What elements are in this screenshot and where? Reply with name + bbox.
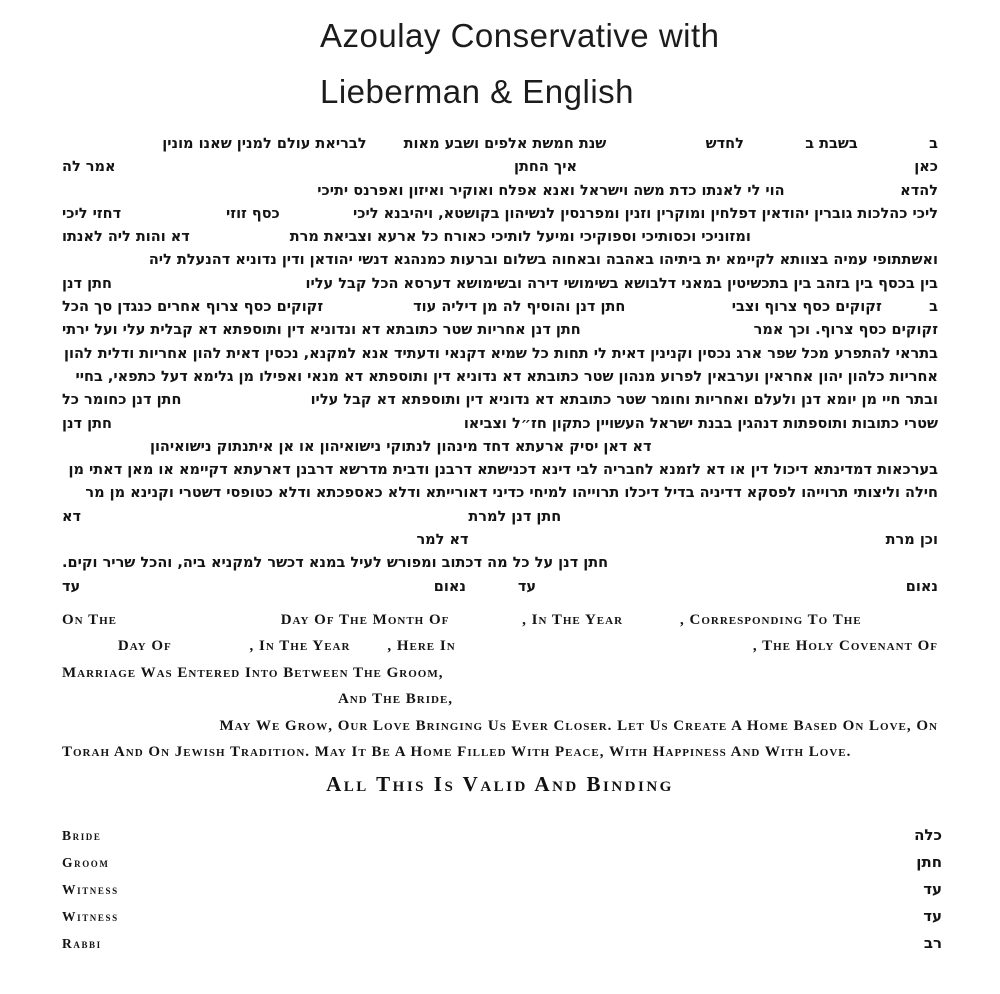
- blank-field: [623, 623, 680, 624]
- text-run: Day Of The Month Of: [280, 612, 450, 628]
- text-run: חתן דנן והוסיף לה מן דיליה עוד: [413, 299, 626, 316]
- text-run: בשבת ב: [805, 136, 858, 152]
- text-run: ב: [929, 136, 938, 152]
- blank-field: [608, 566, 938, 567]
- signature-row-rabbi: [62, 930, 942, 957]
- text-run: אחריות כלהון יהון אחראין וערבאין לפרוע מנהון שטר כתובתא דא נדוניא דין ותוספתא דא מנאי ואפילו מן גלימא דעל כתפאי, בחיי: [75, 368, 938, 385]
- blank-field: [785, 194, 901, 195]
- hebrew-line: [62, 273, 938, 296]
- blank-field: [172, 649, 250, 650]
- hebrew-line: [62, 576, 938, 599]
- english-text-block: [62, 607, 938, 765]
- text-run: ואשתתופי עמיה בצוותא לקיימא ית ביתיהו באהבה ובאחוה בשלום וברעות כמנהגא דנשי יהודאן ודין נדוניא דהנעלת ליה: [148, 252, 938, 269]
- text-run: עד: [517, 578, 537, 595]
- text-run: , In The Year: [249, 638, 351, 655]
- blank-field: [456, 649, 753, 650]
- blank-field: [62, 147, 162, 148]
- text-run: , Here In: [387, 638, 456, 655]
- text-run: ובתר חיי מן יומא דנן ולעלם ואחריות וחומר שטר כתובתא דא נדוניא דין ותוספתא דא קבל עליו: [310, 392, 938, 409]
- blank-field: [577, 170, 914, 171]
- signature-row-groom: [62, 849, 942, 876]
- blank-field: [466, 590, 518, 591]
- signature-hebrew-label: עד: [923, 880, 942, 898]
- hebrew-text-block: [62, 133, 938, 599]
- blank-field: [858, 147, 929, 148]
- text-run: חילה וליצותי תרוייהו לפסקא דדיניה בדיל דיכלו תרוייהו למיחי כדיני דאורייתא ודלא כאספכתא ודלא כטופסי דשטרי וקנינא מן מר: [85, 485, 938, 502]
- signature-block: [62, 822, 942, 957]
- document-title: [320, 8, 720, 120]
- blank-field: [62, 543, 416, 544]
- blank-field: [80, 590, 434, 591]
- text-run: וכן מרת: [885, 532, 938, 549]
- text-run: אמר לה: [62, 159, 116, 176]
- hebrew-line: [62, 156, 938, 179]
- blank-field: [469, 543, 886, 544]
- text-run: לחדש: [705, 136, 744, 152]
- hebrew-line: [62, 413, 938, 436]
- title-line-1: Azoulay Conservative with: [320, 17, 720, 54]
- blank-field: [62, 649, 118, 650]
- title-line-2: Lieberman & English: [320, 73, 635, 110]
- text-run: Day Of: [117, 638, 172, 655]
- hebrew-line: [62, 552, 938, 575]
- signature-row-bride: [62, 822, 942, 849]
- english-line: [62, 686, 938, 712]
- blank-field: [882, 310, 929, 311]
- hebrew-line: [62, 482, 938, 505]
- text-run: דא דאן יסיק ארעתא דחד מינהון לנתוקי נישואיהון או אן איתנתוק נישואיהון: [149, 438, 652, 455]
- text-run: שטרי כתובות ותוספתות דנהגין בבנת ישראל העשויין כתקון חז״ל וצביאו: [463, 415, 938, 432]
- blank-field: [323, 310, 413, 311]
- hebrew-line: [62, 133, 938, 156]
- text-run: ב: [929, 299, 938, 316]
- text-run: חתן דנן כחומר כל: [62, 392, 182, 409]
- text-run: נאום: [433, 578, 466, 595]
- signature-hebrew-label: חתן: [916, 853, 942, 871]
- blank-field: [367, 147, 404, 148]
- text-run: חתן דנן למרת: [468, 508, 562, 525]
- signature-hebrew-label: רב: [923, 934, 942, 952]
- hebrew-line: [62, 296, 938, 319]
- text-run: ומזוניכי וכסותיכי וספוקיכי ומיעל לותיכי כאורח כל ארעא וצביאת מרת: [289, 229, 751, 246]
- blank-field: [190, 240, 290, 241]
- text-run: שנת חמשת אלפים ושבע מאות: [403, 136, 607, 152]
- text-run: דא למר: [416, 532, 469, 549]
- blank-field: [81, 520, 468, 521]
- signature-row-witness: [62, 876, 942, 903]
- hebrew-line: [62, 180, 938, 203]
- text-run: דא: [62, 508, 82, 525]
- blank-field: [62, 450, 150, 451]
- hebrew-line: [62, 389, 938, 412]
- blank-field: [112, 287, 306, 288]
- hebrew-line: [62, 319, 938, 342]
- blank-field: [62, 729, 219, 730]
- blank-field: [350, 649, 387, 650]
- hebrew-line: [62, 459, 938, 482]
- text-run: איך החתן: [514, 159, 578, 176]
- blank-field: [625, 310, 731, 311]
- blank-field: [581, 333, 754, 334]
- text-run: להדא: [900, 182, 938, 199]
- valid-binding-heading: All This Is Valid And Binding: [326, 772, 674, 796]
- hebrew-line: [62, 343, 938, 366]
- text-run: לבריאת עולם למנין שאנו מונין: [162, 136, 367, 152]
- blank-field: [449, 623, 522, 624]
- blank-field: [112, 427, 464, 428]
- text-run: עד: [62, 578, 81, 595]
- text-run: כסף זוזי: [226, 205, 280, 222]
- signature-row-witness: [62, 903, 942, 930]
- blank-field: [652, 450, 938, 451]
- text-run: חתן דנן על כל מה דכתוב ומפורש לעיל במנא דכשר למקניא ביה, והכל שריר וקים.: [62, 555, 609, 572]
- blank-field: [561, 520, 938, 521]
- english-line: [62, 660, 938, 686]
- hebrew-line: [62, 366, 938, 389]
- blank-field: [606, 147, 705, 148]
- blank-field: [444, 676, 939, 677]
- signature-label: Rabbi: [62, 936, 102, 951]
- blank-field: [62, 702, 338, 703]
- text-run: בתראי להתפרע מכל שפר ארג נכסין וקנינין דאית לי תחות כל שמיא דקנאי ודעתיד אנא למקנא, נכסין דאית להון אחריות ודלית להון: [63, 345, 938, 362]
- english-line: [62, 739, 938, 765]
- hebrew-line: [62, 506, 938, 529]
- hebrew-line: [62, 436, 938, 459]
- blank-field: [62, 194, 317, 195]
- blank-field: [116, 170, 514, 171]
- text-run: בערכאות דמדינתא דיכול דין או דא לזמנא לחבריה לבי דינא דכנישתא דרבנן ודבית מדרשא דרבנן דארעתא דקיימא או מאן דאתי מן: [68, 462, 938, 479]
- text-run: זקוקים כסף צרוף. וכך אמר: [753, 322, 938, 339]
- hebrew-line: [62, 529, 938, 552]
- text-run: זקוקים כסף צרוף אחרים כנגדן סך הכל: [62, 299, 324, 316]
- text-run: חתן דנן: [62, 415, 112, 432]
- signature-hebrew-label: עד: [923, 907, 942, 925]
- text-run: ליכי כהלכות גוברין יהודאין דפלחין ומוקרין וזנין ומפרנסין לנשיהון בקושטא, ויהיבנא ליכי: [353, 205, 938, 222]
- text-run: , The Holy Covenant Of: [752, 638, 938, 655]
- text-run: Torah And On Jewish Tradition. May It Be A Home Filled With Peace, With Happiness And With Love.: [62, 743, 852, 760]
- hebrew-line: [62, 203, 938, 226]
- text-run: בין בכסף בין בזהב בין בתכשיטין במאני דלבושא בשימושי דירה ובשימושא דערסא הכל קבל עליו: [305, 275, 938, 292]
- blank-field: [453, 702, 938, 703]
- text-run: On The: [62, 612, 117, 628]
- signature-label: Groom: [62, 855, 110, 870]
- text-run: נאום: [905, 578, 938, 595]
- text-run: , In The Year: [522, 612, 624, 628]
- hebrew-line: [62, 226, 938, 249]
- text-run: Marriage Was Entered Into Between The Groom,: [62, 664, 444, 681]
- signature-label: Witness: [62, 909, 119, 924]
- signature-hebrew-label: כלה: [914, 826, 942, 844]
- blank-field: [751, 240, 938, 241]
- text-run: הוי לי לאנתו כדת משה וישראל ואנא אפלח ואוקיר ואיזון ואפרנס יתיכי: [317, 182, 785, 199]
- blank-field: [121, 217, 226, 218]
- signature-label: Witness: [62, 882, 119, 897]
- text-run: חתן דנן: [62, 275, 112, 292]
- blank-field: [862, 623, 938, 624]
- english-line: [62, 633, 938, 659]
- text-run: כאן: [914, 159, 938, 176]
- text-run: דא והות ליה לאנתו: [62, 229, 190, 246]
- blank-field: [744, 147, 805, 148]
- hebrew-line: [62, 249, 938, 272]
- text-run: זקוקים כסף צרוף וצבי: [731, 299, 882, 316]
- text-run: חתן דנן אחריות שטר כתובתא דא ונדוניא דין ותוספתא דא קבלית עלי ועל ירתי: [62, 322, 581, 339]
- text-run: דחזי ליכי: [62, 205, 122, 222]
- signature-label: Bride: [62, 828, 102, 843]
- text-run: May We Grow, Our Love Bringing Us Ever Closer. Let Us Create A Home Based On Love, On: [219, 717, 938, 734]
- text-run: , Corresponding To The: [680, 612, 862, 628]
- blank-field: [280, 217, 353, 218]
- blank-field: [536, 590, 906, 591]
- text-run: And The Bride,: [337, 691, 454, 708]
- english-line: [62, 607, 938, 633]
- blank-field: [181, 403, 310, 404]
- english-line: [62, 713, 938, 739]
- blank-field: [117, 623, 281, 624]
